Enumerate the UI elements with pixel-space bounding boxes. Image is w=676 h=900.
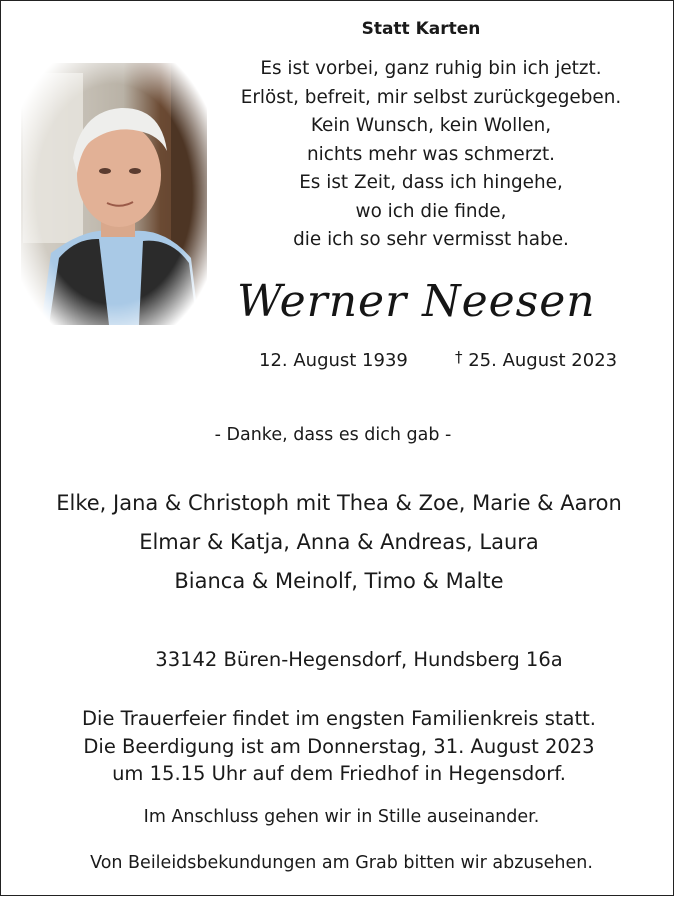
cross-icon: † xyxy=(455,348,463,366)
thanks-line xyxy=(1,425,676,445)
poem-line: wo ich die finde, xyxy=(355,200,507,222)
funeral-info xyxy=(1,705,676,788)
family-line: Elmar & Katja, Anna & Andreas, Laura xyxy=(139,530,539,554)
funeral-line: Die Beerdigung ist am Donnerstag, 31. August 2023 xyxy=(83,734,595,758)
address-text: 33142 Büren-Hegensdorf, Hundsberg 16a xyxy=(155,648,563,671)
poem-line: Es ist vorbei, ganz ruhig bin ich jetzt. xyxy=(260,58,602,79)
death-date: 25. August 2023 xyxy=(468,350,618,371)
header-title: Statt Karten xyxy=(361,19,481,39)
poem xyxy=(223,55,639,255)
life-dates xyxy=(259,350,639,378)
address-line xyxy=(1,648,676,671)
closing-text: Im Anschluss gehen wir in Stille auseinander. xyxy=(143,807,540,827)
closing-line xyxy=(1,807,676,827)
poem-line: nichts mehr was schmerzt. xyxy=(306,143,556,165)
poem-line: die ich so sehr vermisst habe. xyxy=(293,229,569,250)
poem-line: Kein Wunsch, kein Wollen, xyxy=(310,115,552,136)
poem-line: Es ist Zeit, dass ich hingehe, xyxy=(299,172,563,193)
request-text: Von Beileidsbekundungen am Grab bitten wir abzusehen. xyxy=(90,853,593,873)
funeral-line: Die Trauerfeier findet im engsten Familienkreis statt. xyxy=(82,707,596,730)
family-list xyxy=(1,484,676,601)
family-line: Elke, Jana & Christoph mit Thea & Zoe, Marie & Aaron xyxy=(56,491,622,515)
thanks-text: - Danke, dass es dich gab - xyxy=(214,425,452,445)
deceased-name: Werner Neesen xyxy=(237,276,596,327)
birth-date: 12. August 1939 xyxy=(259,350,408,371)
funeral-line: um 15.15 Uhr auf dem Friedhof in Hegensdorf. xyxy=(112,762,566,785)
family-line: Bianca & Meinolf, Timo & Malte xyxy=(174,569,504,593)
portrait-photo xyxy=(21,63,207,325)
condolence-request xyxy=(1,853,676,873)
poem-line: Erlöst, befreit, mir selbst zurückgegeben. xyxy=(240,86,622,108)
death-date-group xyxy=(455,350,617,371)
